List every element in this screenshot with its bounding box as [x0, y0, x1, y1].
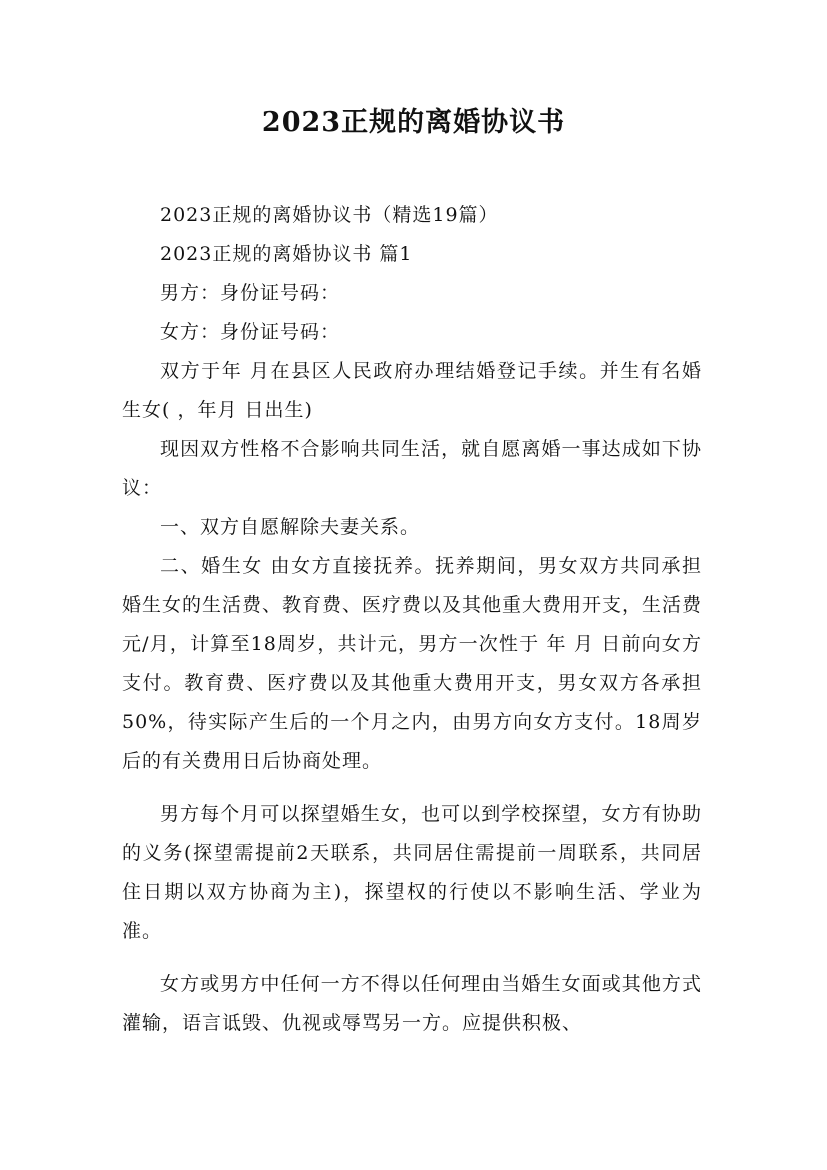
paragraph-marriage-registration: 双方于年 月在县区人民政府办理结婚登记手续。并生有名婚生女( ，年月 日出生) [122, 360, 702, 421]
paragraph-male-party: 男方：身份证号码： [160, 282, 341, 304]
paragraph-clause-1: 一、双方自愿解除夫妻关系。 [160, 516, 421, 538]
document-body [122, 196, 702, 1043]
paragraph-female-party: 女方：身份证号码： [160, 321, 341, 343]
paragraph-section-heading: 2023正规的离婚协议书 篇1 [160, 243, 413, 265]
paragraph-visitation: 男方每个月可以探望婚生女，也可以到学校探望，女方有协助的义务(探望需提前2天联系，共同居住需提前一周联系，共同居住日期以双方协商为主)，探望权的行使以不影响生活、学业为准。 [122, 803, 702, 942]
document-title: 2023正规的离婚协议书 [261, 107, 566, 138]
paragraph-reason: 现因双方性格不合影响共同生活，就自愿离婚一事达成如下协议： [122, 438, 702, 499]
paragraph-clause-2: 二、婚生女 由女方直接抚养。抚养期间，男女双方共同承担婚生女的生活费、教育费、医疗费以及其他重大费用开支，生活费 元/月，计算至18周岁，共计元，男方一次性于 年 月 日前向女方支付。教育费、医疗费以及其他重大费用开支，男女双方各承担50%，待实际产生后的一个月之内，由男方向女方支付。18周岁后的有关费用日后协商处理。 [122, 555, 703, 772]
paragraph-intro: 2023正规的离婚协议书（精选19篇） [160, 204, 499, 226]
paragraph-conduct: 女方或男方中任何一方不得以任何理由当婚生女面或其他方式灌输，语言诋毁、仇视或辱骂另一方。应提供积极、 [122, 973, 702, 1034]
